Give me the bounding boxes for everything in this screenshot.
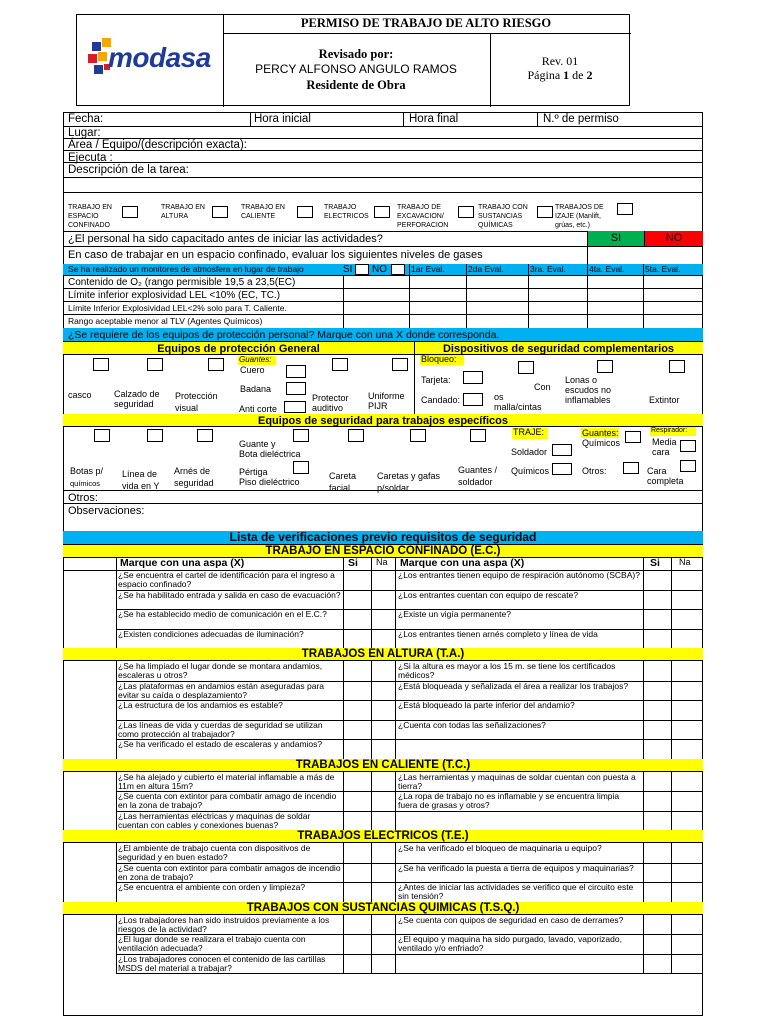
col-divider [343,661,344,759]
monitor-no-box [391,264,405,275]
checklist-question: ¿La ropa de trabajo no es inflamable y se encuentra limpia fuera de grasas y otros? [398,791,620,811]
checklist-question: ¿Los entrantes cuentan con equipo de rescate? [398,589,579,600]
otros-label: Otros: [68,492,98,504]
checklist-question: ¿Está bloqueada y señalizada el área a realizar los trabajos? [398,680,629,691]
work-type-height: TRABAJO EN ALTURA [161,204,205,220]
spec-soldador: Soldador [511,447,548,457]
monitor-si: SI [343,264,353,275]
checklist-question: ¿Los trabajadores conocen el contenido de las cartillas MSDS del material a trabajar? [118,953,326,973]
checkbox-cara [680,460,696,472]
spec-botas: Botas p/ químicos [70,466,104,488]
col-divider [343,772,344,831]
col-divider [671,558,672,570]
col-divider [116,558,117,570]
spec-caretas: Caretas y gafas p/soldar [377,471,441,493]
tarjeta-label: Tarjeta: [421,375,451,385]
col-divider [671,570,672,648]
checklist-question: ¿Se ha verificado la puesta a tierra de equipos y maquinarias? [398,862,634,873]
checkbox-casco [93,358,109,371]
checklist-question: ¿Se ha verificado el bloqueo de maquinaria u equipo? [398,843,602,853]
spec-cara: Cara completa [647,466,684,486]
checklist-question: ¿Se cuenta con extintor para combatir amagos de incendio en zona de trabajo? [118,862,341,882]
complementary-title: Dispositivos de seguridad complementarios [442,343,675,355]
section-title: TRABAJOS ELECTRICOS (T.E.) [297,830,469,842]
page-number [490,69,630,82]
training-si: SI [587,231,644,246]
checklist-question: ¿Cuenta con todas las señalizaciones? [398,719,546,730]
checkbox-chemical [537,206,553,218]
col-divider [395,558,396,570]
ppe-proteccion: Protección visual [175,391,218,413]
spec-pertiga: Pértiga Piso dieléctrico [239,467,300,487]
checkbox-mallas [518,361,534,374]
lonas-label: Lonas o escudos no inflamables [565,375,612,405]
checkbox-badana [286,382,306,395]
checklist-question: ¿El lugar donde se realizara el trabajo cuenta con ventilación adecuada? [118,934,306,954]
checklist-question: ¿Se ha verificado el estado de escaleras y andamios? [118,739,323,749]
checkbox-arnes [197,429,213,442]
checklist-question: ¿Se ha limpiado el lugar donde se montara andamios, escaleras u otros? [118,661,323,681]
spec-guantes-sold: Guantes / soldador [458,465,498,487]
reviewer-role: Residente de Obra [306,78,406,92]
col-divider [371,843,372,902]
modasa-logo [88,38,216,82]
hora-final-label: Hora final [409,113,459,125]
work-type-excavation: TRABAJO DE EXCAVACION/ PERFORACION [397,204,449,229]
ppe-badana: Badana [240,384,272,394]
checkbox-pertiga [293,461,309,474]
checklist-question: ¿Las herramientas eléctricas y maquinas de soldar cuentan con cables y conexiones buenas? [118,810,311,830]
checkbox-guantes-q [625,431,641,443]
spec-quimicos: Químicos [511,466,550,476]
col-divider [116,661,117,759]
logo-text: modasa [108,42,211,73]
gas-lel-hot: Límite Inferior Explosividad LEL<2% solo para T. Caliente. [68,303,287,313]
col-divider [116,570,117,648]
spec-guante: Guante y Bota dieléctrica [239,439,301,459]
col-divider [643,570,644,648]
monitor-no: NO [372,264,387,275]
col-divider [371,772,372,831]
spec-respirador: Respirador: [651,427,688,434]
section-title: TRABAJO EN ESPACIO CONFINADO (E.C.) [265,545,501,557]
ppe-calzado: Calzado de seguridad [114,389,160,409]
checkbox-lifting [617,203,633,215]
col-divider [343,915,344,974]
col-divider [671,661,672,759]
checklist-question: ¿Se encuentra el ambiente con orden y limpieza? [118,882,306,892]
checkbox-quimicos [552,463,572,475]
eval-4: 4ta. Eval. [589,264,625,274]
page-current: 1 [563,68,570,82]
extintor-label: Extintor [649,395,680,405]
checkbox-uniforme [392,358,408,371]
checkbox-botas [94,429,110,442]
col-divider [343,558,344,570]
checkbox-guante [293,429,309,442]
checkbox-tarjeta [463,371,483,384]
general-title: Equipos de protección General [157,343,320,355]
reviewed-label: Revisado por: [318,47,394,61]
checklist-question: ¿Si la altura es mayor a los 15 m. se tiene los certificados médicos? [398,661,616,681]
descripcion-label: Descripción de la tarea: [68,164,189,176]
hora-inicial-label: Hora inicial [254,113,311,125]
col-divider [395,772,396,831]
checklist-question: ¿Está bloqueado la parte inferior del andamio? [398,700,575,710]
revision: Rev. 01 [541,54,579,68]
form-title: PERMISO DE TRABAJO DE ALTO RIESGO [300,16,552,30]
work-type-confined: TRABAJO EN ESPACIO CONFINADO [68,204,112,229]
observaciones-label: Observaciones: [68,505,145,517]
checkbox-linea [147,429,163,442]
checkbox-anticorte [284,401,306,413]
gas-tlv: Rango aceptable menor al TLV (Agentes Químicos) [68,316,263,326]
ppe-guantes-label: Guantes: [239,355,272,364]
checklist-question: ¿Existen condiciones adecuadas de iluminación? [118,628,304,639]
spec-linea: Línea de vida en Y [122,469,160,491]
checklist-question: ¿Se cuenta con quipos de seguridad en caso de derrames? [398,914,624,925]
ppe-auditivo: Protector auditivo [312,393,349,413]
work-type-chemical: TRABAJO CON SUSTANCIAS QUÍMICAS [478,204,528,229]
fecha-label: Fecha: [68,113,104,125]
spec-media: Media cara [652,437,677,457]
bloqueo-label: Bloqueo: [421,354,457,364]
col-divider [643,843,644,902]
col-divider [343,570,344,648]
eval-2: 2da Eval. [468,264,504,274]
page-of: de [572,68,584,82]
area-label: Área / Equipo/(descripción exacta): [68,139,247,151]
checklist-question: ¿Se cuenta con extintor para combatir amago de incendio en la zona de trabajo? [118,791,337,811]
work-type-electric: TRABAJO ELECTRICOS [324,204,369,220]
reviewer-name: PERCY ALFONSO ANGULO RAMOS [255,62,457,76]
col-divider [116,772,117,831]
col-divider [371,558,372,570]
col-divider [395,661,396,759]
checkbox-media [680,440,696,452]
eval-1: 1ar Eval. [411,264,445,274]
monitor-text: Se ha realizado un monitores de atmosfera en lugar de trabajo [68,264,304,274]
checklist-question: ¿Antes de iniciar las actividades se verifico que el circuito este sin tensión? [398,882,634,902]
col-divider [395,843,396,902]
checklist-question: ¿Se ha alejado y cubierto el material inflamable a más de 11m en altura 15m? [118,771,335,791]
marque-left: Marque con una aspa (X) [120,557,245,569]
checkbox-proteccion [208,358,224,371]
col-divider [371,661,372,759]
training-no: NO [644,231,703,246]
checkbox-excavation [458,206,474,218]
col-divider [643,558,644,570]
candado-label: Candado: [421,395,461,405]
eval-3: 3ra. Eval. [530,264,566,274]
checkbox-extintor [669,360,685,373]
checklist-question: ¿Los trabajadores han sido instruidos previamente a los riesgos de la actividad? [118,914,330,934]
spec-guantes-q: Guantes: Químicos [582,428,621,448]
col-divider [395,570,396,648]
col-divider [643,772,644,831]
permiso-label: N.º de permiso [543,113,619,125]
spec-traje: TRAJE: [513,427,545,437]
checklist-question: ¿Los entrantes tienen arnés completo y línea de vida [398,628,598,639]
col-divider [116,843,117,902]
gas-o2: Contenido de O₂ (rango permisible 19,5 a 23,5(EC) [68,277,296,288]
marque-right: Marque con una aspa (X) [400,557,525,569]
checklist-question: ¿El equipo y maquina ha sido purgado, lavado, vaporizado, ventilado y/o enfriado? [398,934,622,954]
gas-lel: Límite inferior explosividad LEL <10% (EC, TC.) [68,290,281,301]
checklist-question: ¿Se encuentra el cartel de identificación para el ingreso a espacio confinado? [118,570,335,590]
checkbox-auditivo [332,358,348,371]
col-divider [371,570,372,648]
checklist-question: ¿Se ha habilitado entrada y salida en caso de evacuación? [118,589,341,600]
col-divider [343,843,344,902]
spec-arnes: Arnés de seguridad [174,466,214,488]
monitor-si-box [355,264,369,275]
col-divider [643,661,644,759]
col-divider [371,915,372,974]
work-type-lifting: TRABAJOS DE IZAJE (Manlift, grúas, etc.) [555,204,604,229]
checkbox-careta [348,429,364,442]
lugar-label: Lugar: [68,127,101,139]
specific-title: Equipos de seguridad para trabajos específicos [257,415,509,427]
work-type-hot: TRABAJO EN CALIENTE [241,204,285,220]
col-divider [671,915,672,974]
page-prefix: Página [527,68,561,82]
checklist-title: Lista de verificaciones previo requisitos de seguridad [229,530,537,544]
ppe-question: ¿Se requiere de los equipos de protección personal? Marque con una X donde corresponda. [68,329,500,341]
si-left: Si [348,557,358,569]
checkbox-hot [297,206,313,218]
checklist-question: ¿Se ha establecido medio de comunicación en el E.C.? [118,609,327,619]
page-total: 2 [586,68,593,82]
col-divider [643,915,644,974]
section-title: TRABAJOS EN ALTURA (T.A.) [301,648,465,660]
section-title: TRABAJOS EN CALIENTE (T.C.) [295,758,471,771]
checkbox-calzado [147,358,163,371]
na-left: Na [376,557,388,567]
checkbox-cuero [286,365,306,378]
checkbox-otros-small [623,462,639,474]
ppe-uniforme: Uniforme PIJR [368,391,405,411]
checklist-question: ¿Las líneas de vida y cuerdas de seguridad se utilizan como protección al trabajador? [118,719,323,739]
ppe-cuero: Cuero [240,365,265,375]
checklist-question: ¿El ambiente de trabajo cuenta con dispositivos de seguridad y en buen estado? [118,843,311,863]
checklist-question: ¿Las herramientas y maquinas de soldar cuentan con puesta a tierra? [398,771,636,791]
confined-intro: En caso de trabajar en un espacio confinado, evaluar los siguientes niveles de gases [68,249,483,261]
section-title: TRABAJOS CON SUSTANCIAS QUIMICAS (T.S.Q.) [246,901,520,914]
ppe-casco: casco [68,390,92,400]
checkbox-guantes-sold [470,429,486,442]
checkbox-confined [122,206,138,218]
checkbox-candado [463,393,483,406]
eval-5: 5ta. Eval. [645,264,681,274]
spec-careta: Careta facial [329,471,357,493]
checklist-question: ¿Las plataformas en andamios están aseguradas para evitar su caída o desplazamiento? [118,680,325,700]
checkbox-electric [374,206,390,218]
col-divider [395,915,396,974]
col-divider [671,772,672,831]
checkbox-height [212,206,228,218]
mallas-label: Con os malla/cintas [494,382,551,412]
ppe-anticorte: Anti corte [239,404,278,414]
checkbox-soldador [552,444,572,456]
checklist-question: ¿La estructura de los andamios es estable? [118,700,283,710]
na-right: Na [679,557,691,567]
si-right: Si [650,557,660,569]
checkbox-lonas [597,360,613,373]
checkbox-caretas [410,429,426,442]
spec-otros-small: Otros: [582,466,607,476]
checklist-question: ¿Existe un vigía permanente? [398,609,511,619]
col-divider [116,915,117,974]
col-divider [671,843,672,902]
checklist-question: ¿Los entrantes tienen equipo de respiración autónomo (SCBA)? [398,570,640,580]
training-question: ¿El personal ha sido capacitado antes de iniciar las actividades? [68,233,383,245]
ejecuta-label: Ejecuta : [68,152,113,164]
